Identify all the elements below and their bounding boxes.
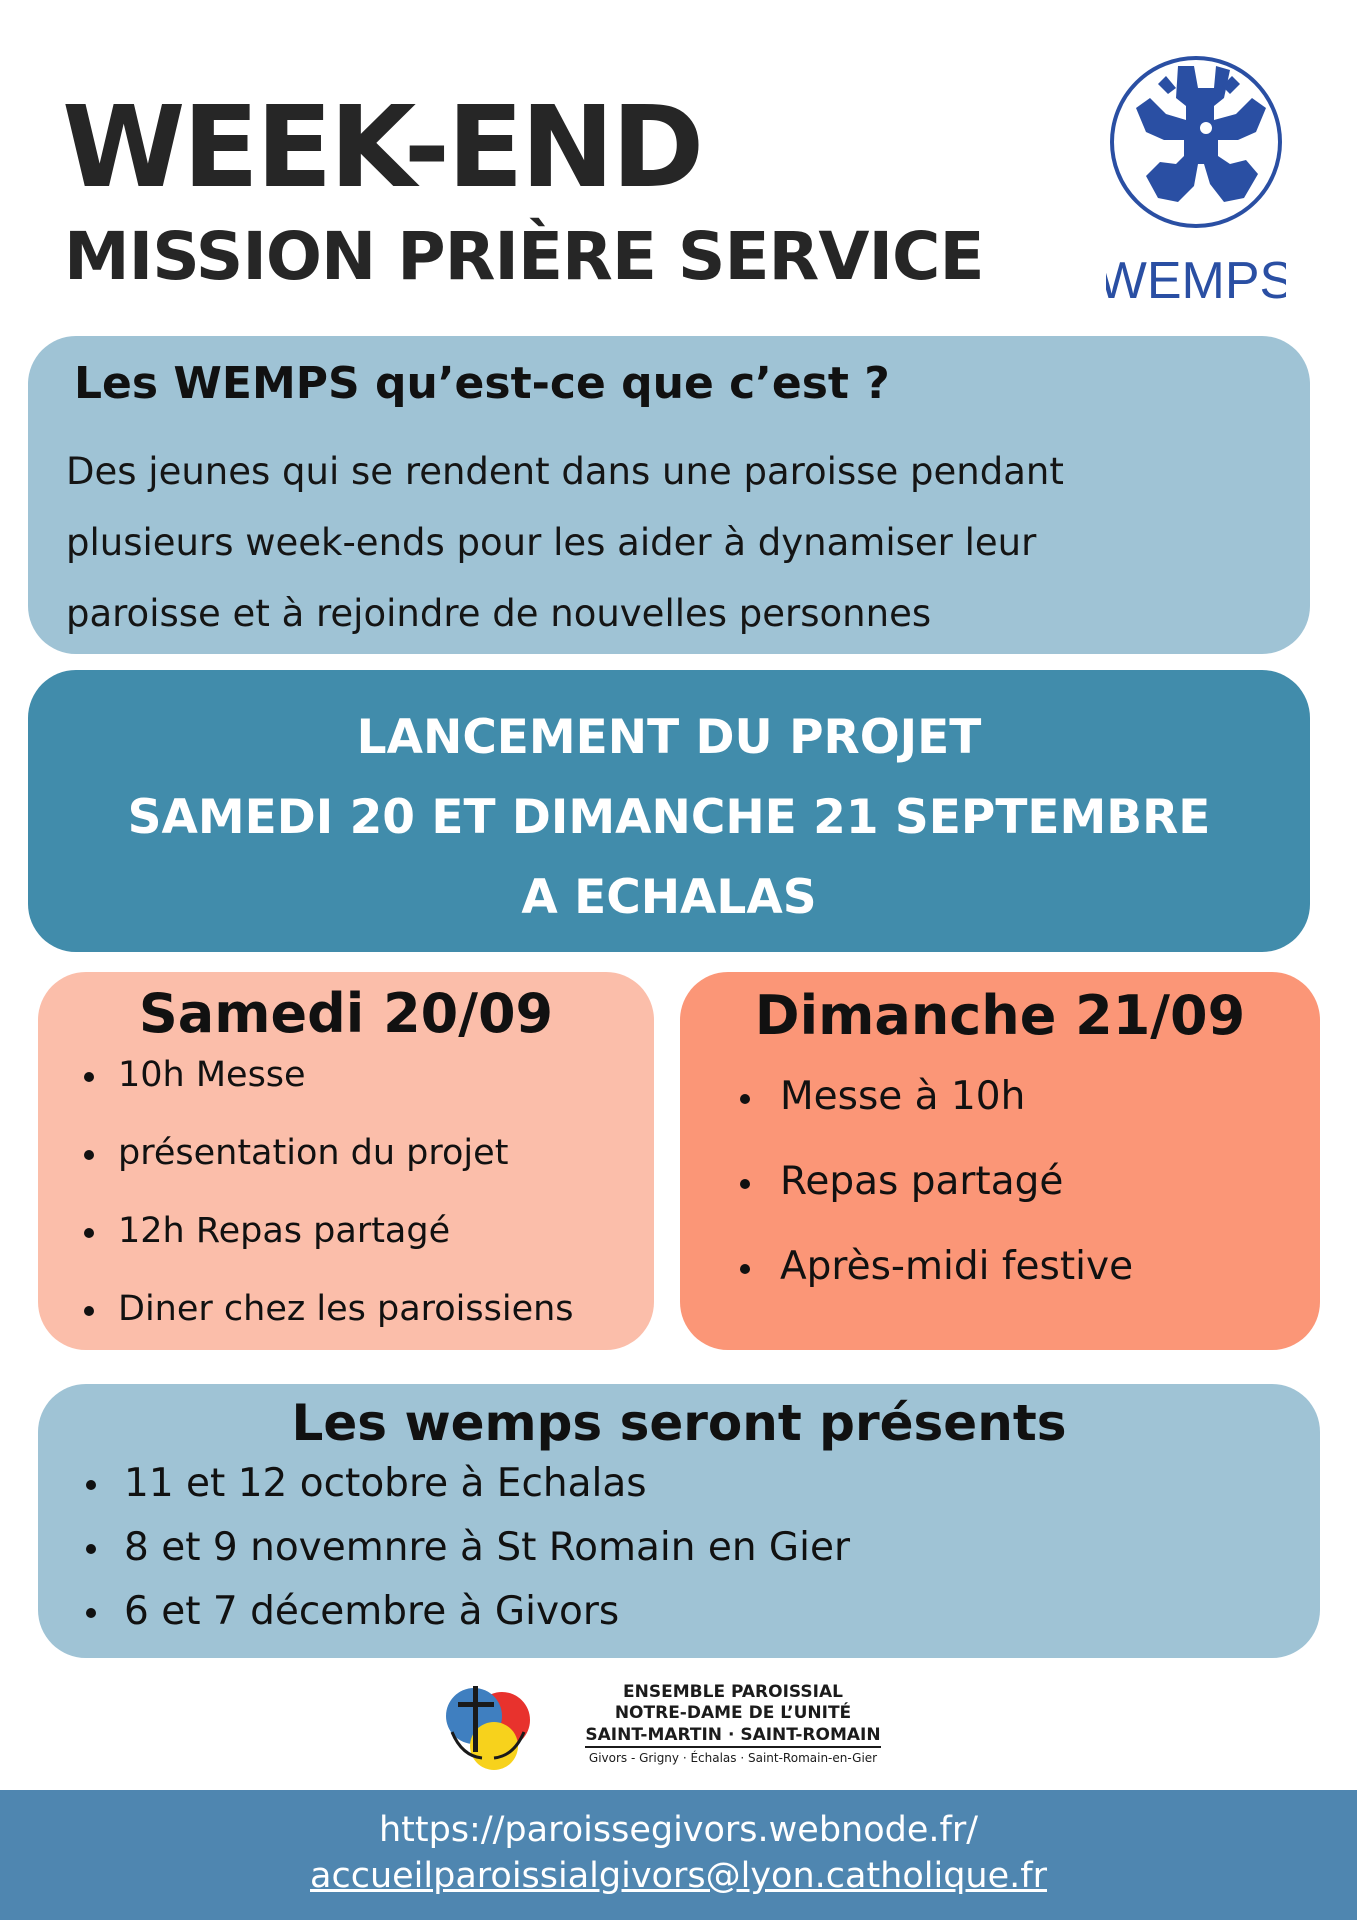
- list-item: Diner chez les paroissiens: [70, 1286, 574, 1364]
- page-title: WEEK-END: [62, 83, 702, 213]
- presence-box: [38, 1384, 1320, 1658]
- what-is-wemps-box: [28, 336, 1310, 654]
- what-line: Des jeunes qui se rendent dans une paroisse pendant: [66, 450, 1064, 493]
- launch-box: [28, 670, 1310, 952]
- what-title: Les WEMPS qu’est-ce que c’est ?: [74, 358, 890, 409]
- sunday-box: [680, 972, 1320, 1350]
- parish-name: [552, 1682, 914, 1768]
- launch-location: A ECHALAS: [521, 870, 817, 925]
- list-item: Messe à 10h: [720, 1072, 1133, 1157]
- parish-line: NOTRE-DAME DE L’UNITÉ: [614, 1703, 852, 1723]
- parish-logo: [444, 1676, 532, 1776]
- email-link[interactable]: accueilparoissialgivors@lyon.catholique.fr: [310, 1856, 1047, 1896]
- parish-emblem-icon: [444, 1676, 532, 1776]
- list-item: Repas partagé: [720, 1157, 1133, 1242]
- wemps-logo-icon: [1106, 36, 1286, 316]
- presence-title: Les wemps seront présents: [291, 1394, 1067, 1452]
- what-line: plusieurs week-ends pour les aider à dynamiser leur: [66, 521, 1037, 564]
- saturday-list: [70, 1052, 574, 1364]
- saturday-box: [38, 972, 654, 1350]
- list-item: 11 et 12 octobre à Echalas: [66, 1458, 850, 1522]
- list-item: présentation du projet: [70, 1130, 574, 1208]
- saturday-title: Samedi 20/09: [138, 982, 554, 1045]
- presence-list: [66, 1458, 850, 1650]
- parish-line: ENSEMBLE PAROISSIAL: [623, 1682, 843, 1702]
- list-item: 10h Messe: [70, 1052, 574, 1130]
- page-subtitle: MISSION PRIÈRE SERVICE: [64, 218, 984, 295]
- parish-line: SAINT-MARTIN · SAINT-ROMAIN: [585, 1724, 880, 1748]
- sunday-title: Dimanche 21/09: [754, 984, 1246, 1047]
- list-item: 12h Repas partagé: [70, 1208, 574, 1286]
- parish-towns: Givors - Grigny · Échalas · Saint-Romain-en-Gier: [588, 1751, 878, 1765]
- website-link[interactable]: https://paroissegivors.webnode.fr/: [378, 1810, 979, 1850]
- svg-text:WEMPS: WEMPS: [1106, 252, 1286, 310]
- wemps-logo: [1106, 36, 1286, 316]
- what-line: paroisse et à rejoindre de nouvelles personnes: [66, 592, 932, 635]
- what-description: [66, 436, 1296, 649]
- sunday-list: [720, 1072, 1133, 1327]
- list-item: 8 et 9 novemnre à St Romain en Gier: [66, 1522, 850, 1586]
- launch-heading: LANCEMENT DU PROJET: [356, 710, 982, 765]
- list-item: 6 et 7 décembre à Givors: [66, 1586, 850, 1650]
- launch-dates: SAMEDI 20 ET DIMANCHE 21 SEPTEMBRE: [127, 790, 1211, 845]
- footer: [0, 1790, 1357, 1920]
- list-item: Après-midi festive: [720, 1242, 1133, 1327]
